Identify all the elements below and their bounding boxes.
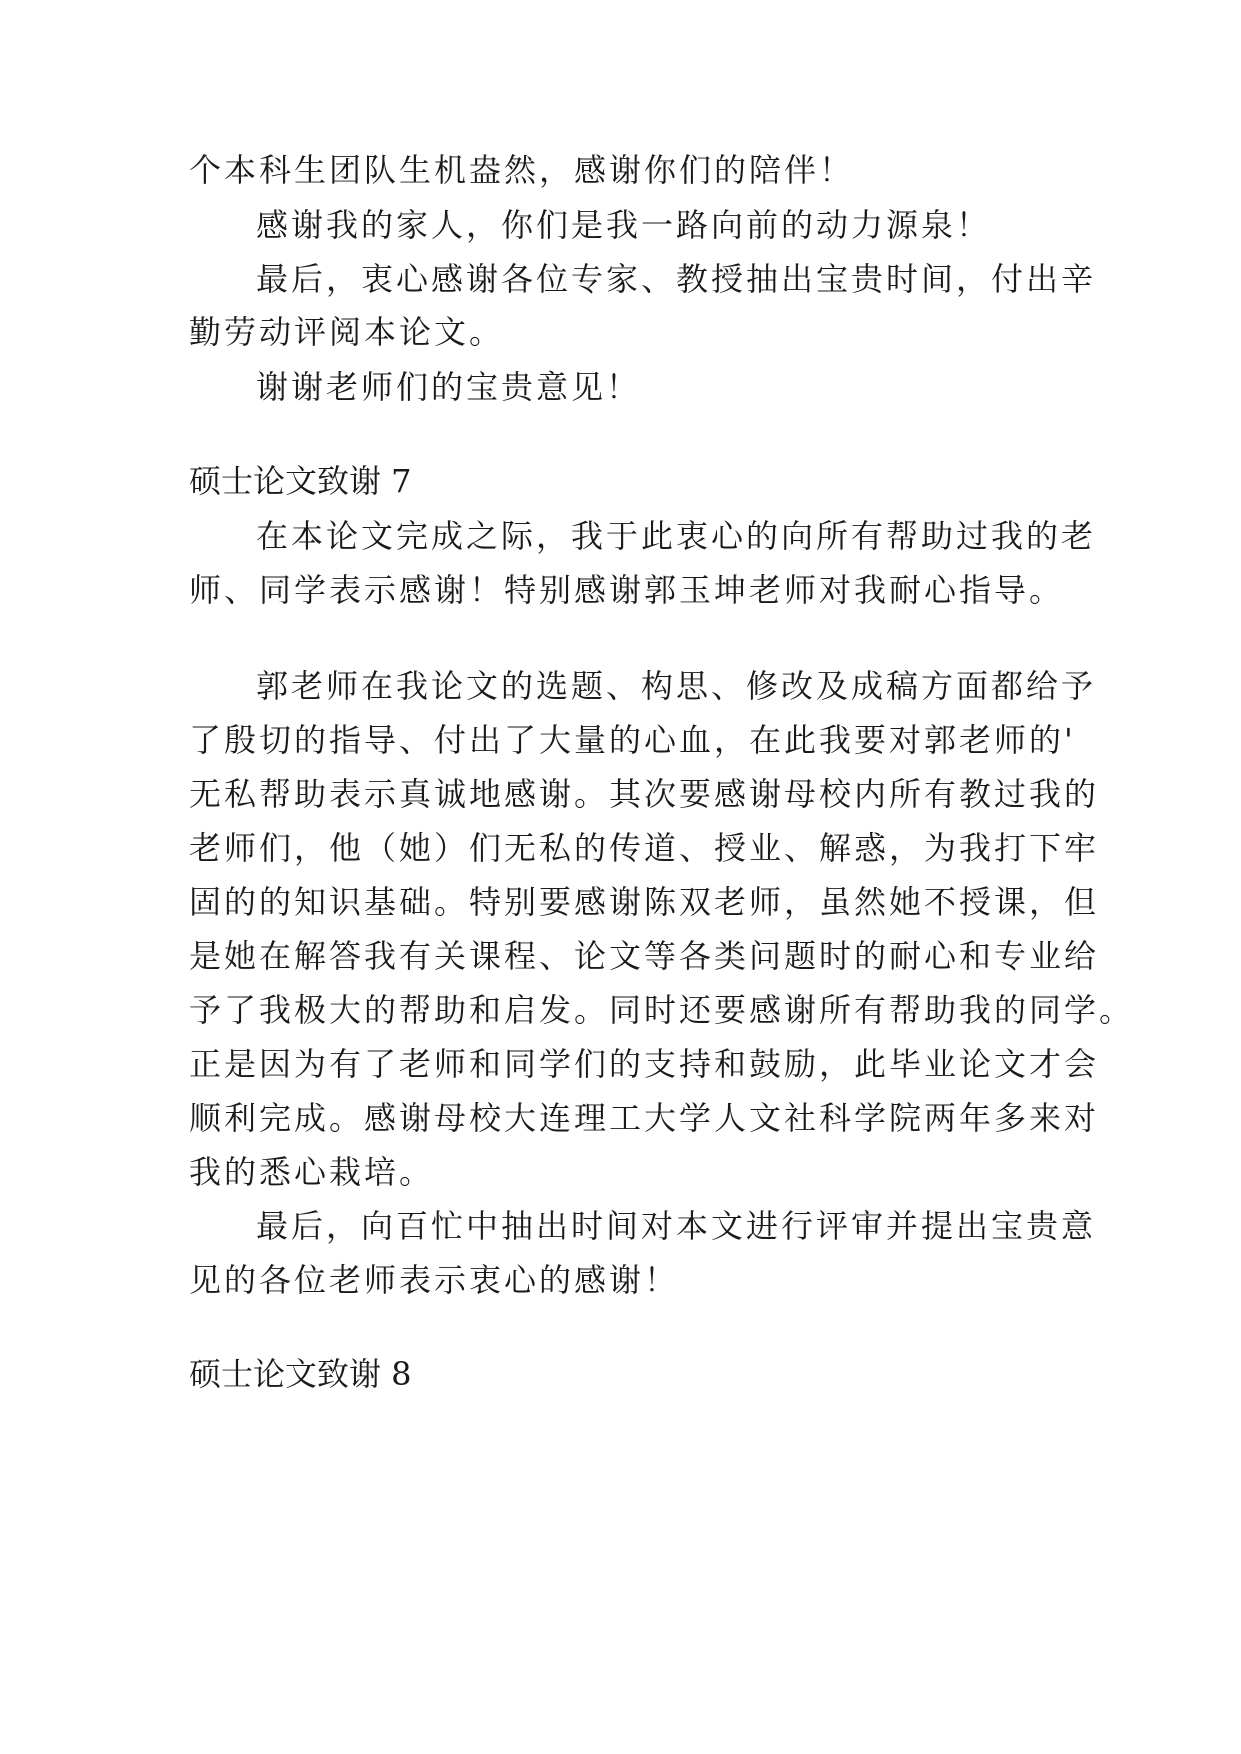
paragraph-line: 见的各位老师表示衷心的感谢！: [189, 1261, 680, 1299]
paragraph-line: 正是因为有了老师和同学们的支持和鼓励，此毕业论文才会: [189, 1045, 1100, 1083]
paragraph-line: 谢谢老师们的宝贵意见！: [256, 368, 642, 406]
paragraph-line: 固的的知识基础。特别要感谢陈双老师，虽然她不授课，但: [189, 883, 1100, 921]
paragraph-line: 我的悉心栽培。: [189, 1153, 435, 1191]
paragraph-line: 师、同学表示感谢！特别感谢郭玉坤老师对我耐心指导。: [189, 571, 1065, 609]
section-heading: 硕士论文致谢 7: [189, 462, 412, 500]
paragraph-line: 郭老师在我论文的选题、构思、修改及成稿方面都给予: [256, 667, 1097, 705]
paragraph-line: 勤劳动评阅本论文。: [189, 313, 505, 351]
section-heading: 硕士论文致谢 8: [189, 1355, 412, 1393]
paragraph-line: 个本科生团队生机盎然，感谢你们的陪伴！: [189, 151, 855, 189]
paragraph-line: 是她在解答我有关课程、论文等各类问题时的耐心和专业给: [189, 937, 1100, 975]
paragraph-line: 予了我极大的帮助和启发。同时还要感谢所有帮助我的同学。: [189, 991, 1135, 1029]
paragraph-line: 顺利完成。感谢母校大连理工大学人文社科学院两年多来对: [189, 1099, 1100, 1137]
paragraph-line: 在本论文完成之际，我于此衷心的向所有帮助过我的老: [256, 517, 1097, 555]
paragraph-line: 最后，衷心感谢各位专家、教授抽出宝贵时间，付出辛: [256, 260, 1097, 298]
paragraph-line: 感谢我的家人，你们是我一路向前的动力源泉！: [256, 206, 992, 244]
paragraph-line: 无私帮助表示真诚地感谢。其次要感谢母校内所有教过我的: [189, 775, 1100, 813]
paragraph-line: 了殷切的指导、付出了大量的心血，在此我要对郭老师的': [189, 721, 1076, 759]
paragraph-line: 老师们，他（她）们无私的传道、授业、解惑，为我打下牢: [189, 829, 1100, 867]
paragraph-line: 最后，向百忙中抽出时间对本文进行评审并提出宝贵意: [256, 1207, 1097, 1245]
